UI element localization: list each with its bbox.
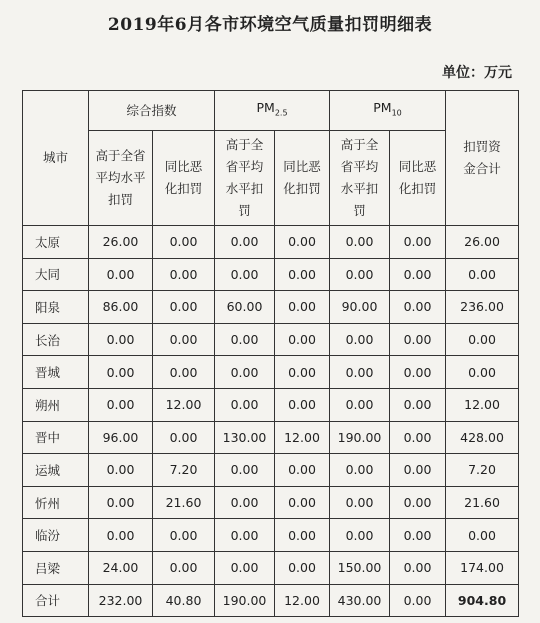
value-cell: 60.00	[215, 291, 275, 324]
city-cell: 朔州	[23, 388, 89, 421]
table-row	[23, 584, 519, 617]
total-cell: 0.00	[446, 258, 519, 291]
value-cell: 0.00	[153, 421, 215, 454]
value-cell: 0.00	[153, 519, 215, 552]
value-cell: 0.00	[215, 226, 275, 259]
value-cell: 0.00	[275, 454, 330, 487]
value-cell: 0.00	[330, 388, 390, 421]
header-city: 城市	[23, 91, 89, 226]
value-cell: 0.00	[153, 258, 215, 291]
total-cell: 0.00	[446, 323, 519, 356]
value-cell: 0.00	[390, 454, 446, 487]
value-cell: 0.00	[390, 486, 446, 519]
value-cell: 0.00	[390, 551, 446, 584]
city-cell: 太原	[23, 226, 89, 259]
total-cell: 12.00	[446, 388, 519, 421]
city-cell: 吕梁	[23, 551, 89, 584]
city-cell: 临汾	[23, 519, 89, 552]
value-cell: 0.00	[275, 356, 330, 389]
header-pm10-yoy	[390, 131, 446, 226]
value-cell: 0.00	[390, 258, 446, 291]
total-cell: 904.80	[446, 584, 519, 617]
value-cell: 0.00	[153, 551, 215, 584]
value-cell: 0.00	[215, 356, 275, 389]
value-cell: 0.00	[390, 584, 446, 617]
city-cell: 合计	[23, 584, 89, 617]
header-pm10-sub: 10	[391, 108, 402, 118]
penalty-table	[22, 90, 519, 617]
value-cell: 0.00	[330, 323, 390, 356]
value-cell: 0.00	[390, 388, 446, 421]
value-cell: 0.00	[89, 388, 153, 421]
value-cell: 0.00	[275, 258, 330, 291]
value-cell: 0.00	[153, 356, 215, 389]
value-cell: 190.00	[215, 584, 275, 617]
table-row	[23, 356, 519, 389]
value-cell: 0.00	[89, 519, 153, 552]
value-cell: 21.60	[153, 486, 215, 519]
header-pm10	[330, 91, 446, 131]
value-cell: 0.00	[330, 356, 390, 389]
table-row	[23, 258, 519, 291]
value-cell: 0.00	[275, 551, 330, 584]
header-pm25-sub: 2.5	[274, 108, 288, 118]
value-cell: 12.00	[275, 584, 330, 617]
total-cell: 26.00	[446, 226, 519, 259]
value-cell: 40.80	[153, 584, 215, 617]
value-cell: 12.00	[275, 421, 330, 454]
total-cell: 7.20	[446, 454, 519, 487]
table-row	[23, 291, 519, 324]
header-label: 高于全省平均水平扣罚	[340, 137, 379, 218]
city-cell: 长治	[23, 323, 89, 356]
value-cell: 24.00	[89, 551, 153, 584]
value-cell: 0.00	[330, 454, 390, 487]
header-label: 高于全省平均水平扣罚	[95, 148, 146, 207]
value-cell: 0.00	[390, 323, 446, 356]
header-composite-yoy	[153, 131, 215, 226]
city-cell: 晋中	[23, 421, 89, 454]
value-cell: 130.00	[215, 421, 275, 454]
total-cell: 0.00	[446, 356, 519, 389]
value-cell: 0.00	[215, 551, 275, 584]
value-cell: 0.00	[215, 486, 275, 519]
table-row	[23, 226, 519, 259]
value-cell: 0.00	[215, 454, 275, 487]
header-label: 同比恶化扣罚	[398, 159, 437, 196]
value-cell: 12.00	[153, 388, 215, 421]
value-cell: 0.00	[153, 323, 215, 356]
value-cell: 0.00	[275, 291, 330, 324]
value-cell: 0.00	[390, 226, 446, 259]
header-pm10-above	[330, 131, 390, 226]
value-cell: 86.00	[89, 291, 153, 324]
table-row	[23, 388, 519, 421]
header-composite-above	[89, 131, 153, 226]
value-cell: 96.00	[89, 421, 153, 454]
value-cell: 90.00	[330, 291, 390, 324]
value-cell: 430.00	[330, 584, 390, 617]
header-pm25-above	[215, 131, 275, 226]
header-pm25-yoy	[275, 131, 330, 226]
value-cell: 0.00	[215, 519, 275, 552]
table-row	[23, 454, 519, 487]
value-cell: 0.00	[215, 323, 275, 356]
value-cell: 0.00	[390, 421, 446, 454]
value-cell: 0.00	[330, 258, 390, 291]
value-cell: 0.00	[89, 454, 153, 487]
city-cell: 晋城	[23, 356, 89, 389]
header-pm25-base: PM	[256, 99, 275, 115]
value-cell: 0.00	[390, 356, 446, 389]
city-cell: 阳泉	[23, 291, 89, 324]
value-cell: 0.00	[330, 486, 390, 519]
value-cell: 0.00	[89, 323, 153, 356]
value-cell: 0.00	[215, 388, 275, 421]
value-cell: 0.00	[275, 486, 330, 519]
header-total	[446, 91, 519, 226]
page-title: 2019年6月各市环境空气质量扣罚明细表	[107, 15, 433, 35]
value-cell: 0.00	[215, 258, 275, 291]
table-body	[23, 226, 519, 617]
header-pm25	[215, 91, 330, 131]
value-cell: 0.00	[275, 323, 330, 356]
value-cell: 26.00	[89, 226, 153, 259]
total-cell: 236.00	[446, 291, 519, 324]
header-label: 同比恶化扣罚	[283, 159, 321, 196]
value-cell: 0.00	[89, 486, 153, 519]
table-row	[23, 421, 519, 454]
header-pm10-base: PM	[373, 99, 392, 115]
value-cell: 0.00	[89, 356, 153, 389]
total-cell: 428.00	[446, 421, 519, 454]
city-cell: 忻州	[23, 486, 89, 519]
value-cell: 232.00	[89, 584, 153, 617]
value-cell: 0.00	[390, 291, 446, 324]
table-row	[23, 486, 519, 519]
value-cell: 190.00	[330, 421, 390, 454]
value-cell: 7.20	[153, 454, 215, 487]
header-composite: 综合指数	[89, 91, 215, 131]
total-cell: 174.00	[446, 551, 519, 584]
header-total-label: 扣罚资金合计	[463, 139, 501, 176]
header-label: 同比恶化扣罚	[164, 159, 203, 196]
value-cell: 0.00	[153, 291, 215, 324]
value-cell: 0.00	[89, 258, 153, 291]
total-cell: 0.00	[446, 519, 519, 552]
value-cell: 0.00	[390, 519, 446, 552]
value-cell: 0.00	[275, 388, 330, 421]
value-cell: 0.00	[330, 226, 390, 259]
city-cell: 大同	[23, 258, 89, 291]
value-cell: 0.00	[153, 226, 215, 259]
value-cell: 0.00	[330, 519, 390, 552]
value-cell: 0.00	[275, 226, 330, 259]
value-cell: 150.00	[330, 551, 390, 584]
table-row	[23, 519, 519, 552]
unit-label: 单位：万元	[442, 65, 512, 81]
table-row	[23, 551, 519, 584]
header-label: 高于全省平均水平扣罚	[225, 137, 264, 218]
city-cell: 运城	[23, 454, 89, 487]
table-row	[23, 323, 519, 356]
value-cell: 0.00	[275, 519, 330, 552]
total-cell: 21.60	[446, 486, 519, 519]
